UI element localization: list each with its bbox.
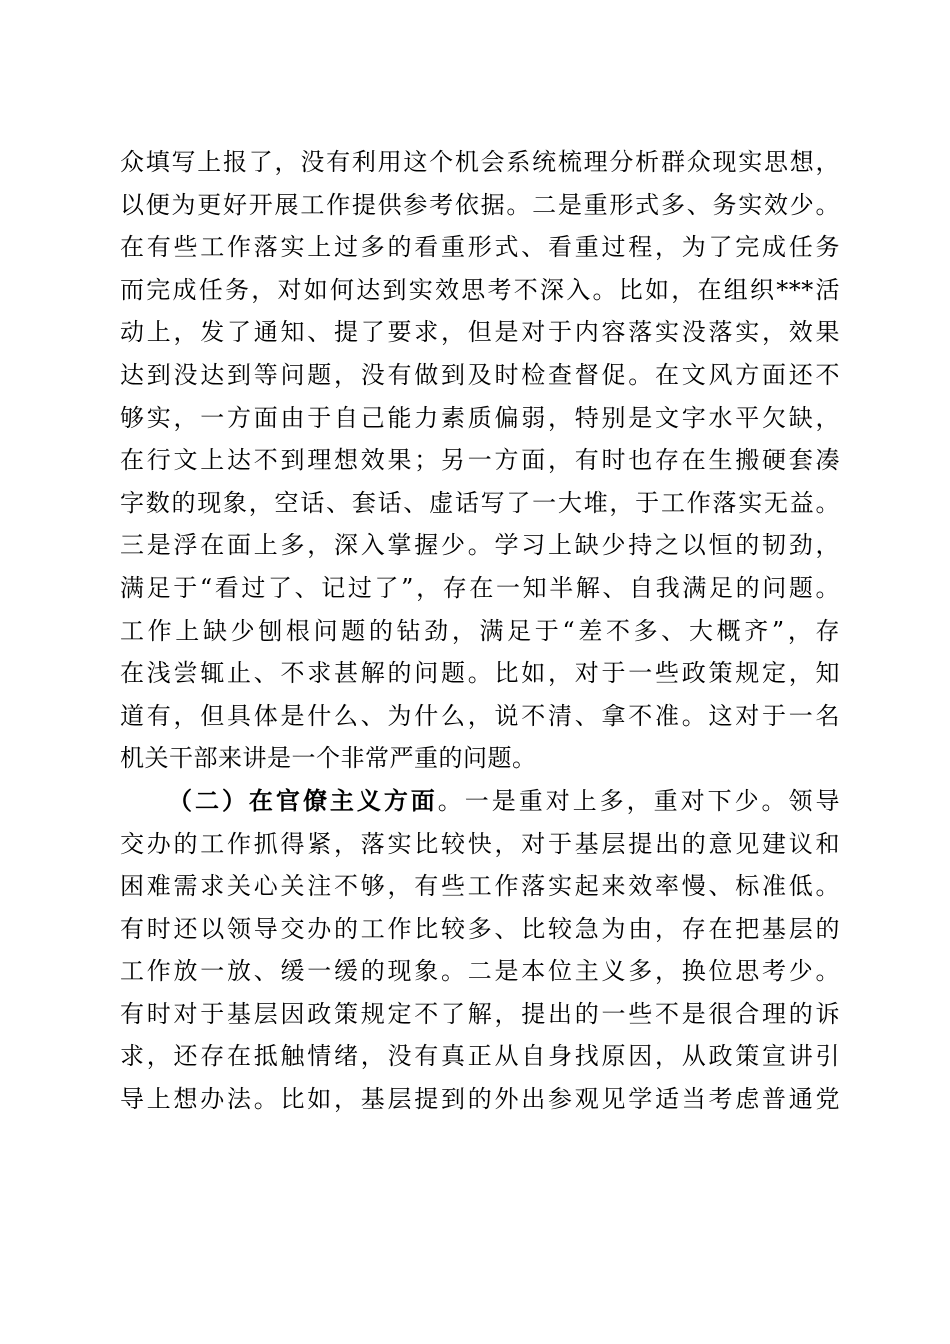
- text-line: 在有些工作落实上过多的看重形式、看重过程，为了完成任务: [120, 233, 840, 262]
- text-line: 而完成任务，对如何达到实效思考不深入。比如，在组织***活: [120, 275, 840, 304]
- text-line: 困难需求关心关注不够，有些工作落实起来效率慢、标准低。: [120, 872, 840, 901]
- text-line: 交办的工作抓得紧，落实比较快，对于基层提出的意见建议和: [120, 829, 840, 858]
- text-span: 。一是重对上多，重对下少。领导: [437, 786, 841, 815]
- paragraph-2: [120, 780, 840, 1121]
- text-line: 字数的现象，空话、套话、虚话写了一大堆，于工作落实无益。: [120, 488, 840, 517]
- text-line: 在行文上达不到理想效果；另一方面，有时也存在生搬硬套凑: [120, 446, 840, 475]
- text-line: 道有，但具体是什么、为什么，说不清、拿不准。这对于一名: [120, 701, 840, 730]
- text-line: 达到没达到等问题，没有做到及时检查督促。在文风方面还不: [120, 360, 840, 389]
- text-line: 以便为更好开展工作提供参考依据。二是重形式多、务实效少。: [120, 190, 840, 219]
- body-text: [120, 141, 840, 1121]
- text-line: 在浅尝辄止、不求甚解的问题。比如，对于一些政策规定，知: [120, 659, 840, 688]
- text-line: 众填写上报了，没有利用这个机会系统梳理分析群众现实思想，: [120, 148, 840, 176]
- text-line: 导上想办法。比如，基层提到的外出参观见学适当考虑普通党: [120, 1085, 840, 1114]
- paragraph-1: [120, 141, 840, 780]
- text-line: 有时对于基层因政策规定不了解，提出的一些不是很合理的诉: [120, 999, 840, 1028]
- section-heading: （二）在官僚主义方面: [168, 785, 438, 815]
- text-line: 求，还存在抵触情绪，没有真正从自身找原因，从政策宣讲引: [120, 1042, 840, 1071]
- text-line: 工作上缺少刨根问题的钻劲，满足于“差不多、大概齐”，存: [120, 616, 840, 645]
- text-line: 够实，一方面由于自己能力素质偏弱，特别是文字水平欠缺，: [120, 403, 840, 432]
- text-line: 动上，发了通知、提了要求，但是对于内容落实没落实，效果: [120, 318, 840, 347]
- text-line: 有时还以领导交办的工作比较多、比较急为由，存在把基层的: [120, 914, 840, 943]
- text-line-first: [120, 780, 840, 823]
- text-line: 满足于“看过了、记过了”，存在一知半解、自我满足的问题。: [120, 573, 840, 602]
- text-line: 三是浮在面上多，深入掌握少。学习上缺少持之以恒的韧劲，: [120, 531, 840, 560]
- text-line: 工作放一放、缓一缓的现象。二是本位主义多，换位思考少。: [120, 957, 840, 986]
- text-line: 机关干部来讲是一个非常严重的问题。: [120, 744, 537, 773]
